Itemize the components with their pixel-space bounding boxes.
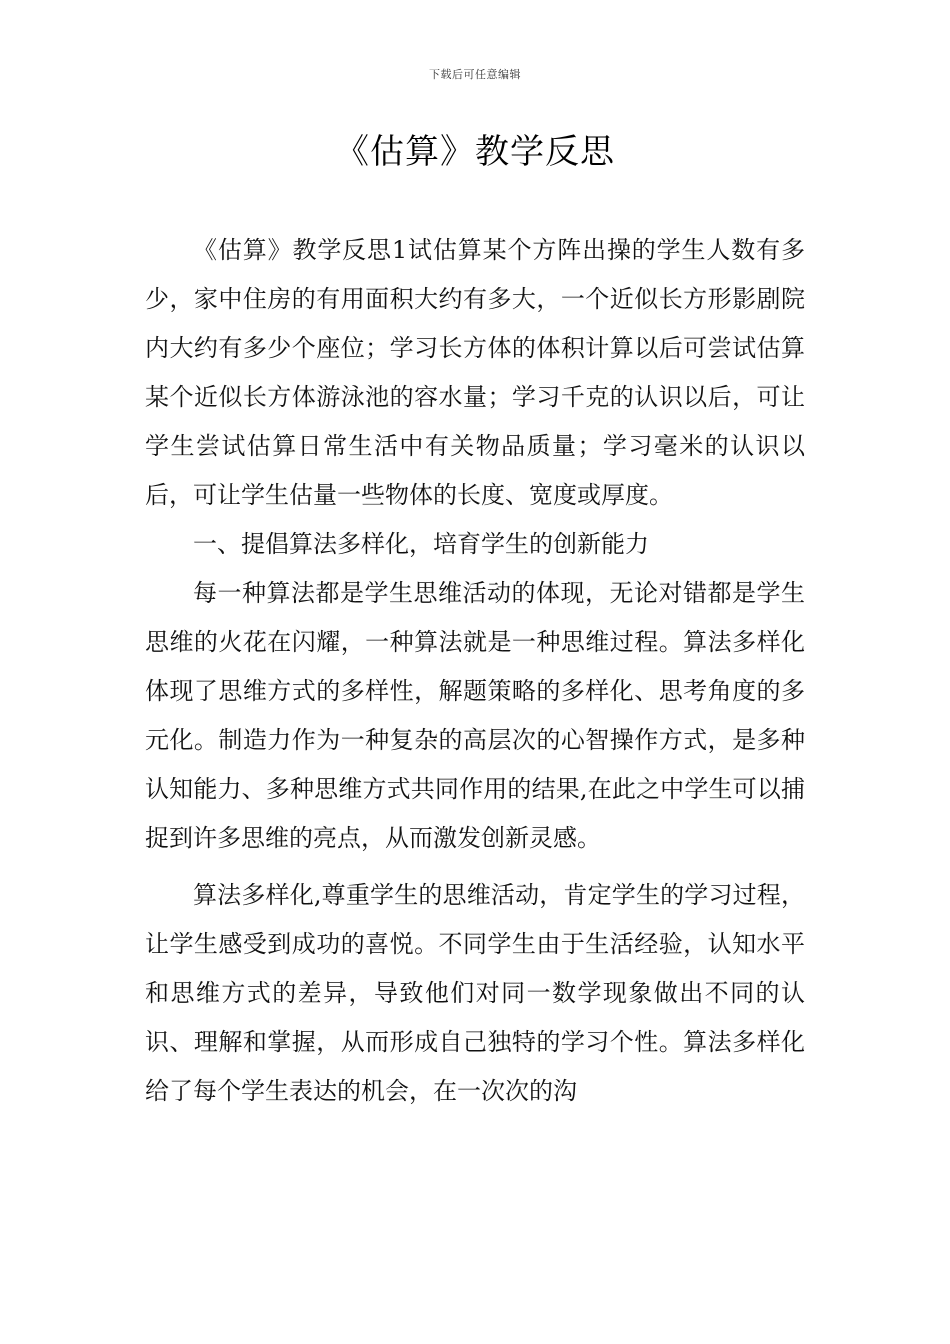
document-body — [145, 226, 805, 1116]
paragraph: 算法多样化,尊重学生的思维活动，肯定学生的学习过程，让学生感受到成功的喜悦。不同学生由于生活经验，认知水平和思维方式的差异，导致他们对同一数学现象做出不同的认识、理解和掌握，从而形成自己独特的学习个性。算法多样化给了每个学生表达的机会，在一次次的沟 — [145, 881, 805, 1105]
section-heading: 一、提倡算法多样化，培育学生的创新能力 — [193, 530, 649, 558]
paragraph-intro: 《估算》教学反思1试估算某个方阵出操的学生人数有多少，家中住房的有用面积大约有多大，一个近似长方形影剧院内大约有多少个座位；学习长方体的体积计算以后可尝试估算某个近似长方体游泳池的容水量；学习千克的认识以后，可让学生尝试估算日常生活中有关物品质量；学习毫米的认识以后，可让学生估量一些物体的长度、宽度或厚度。 — [145, 236, 805, 509]
paragraph: 每一种算法都是学生思维活动的体现，无论对错都是学生思维的火花在闪耀，一种算法就是一种思维过程。算法多样化体现了思维方式的多样性，解题策略的多样化、思考角度的多元化。制造力作为一种复杂的高层次的心智操作方式，是多种认知能力、多种思维方式共同作用的结果,在此之中学生可以捕捉到许多思维的亮点，从而激发创新灵感。 — [145, 579, 805, 852]
document-title: 《估算》教学反思 — [335, 132, 615, 172]
header-note: 下载后可任意编辑 — [429, 68, 521, 81]
